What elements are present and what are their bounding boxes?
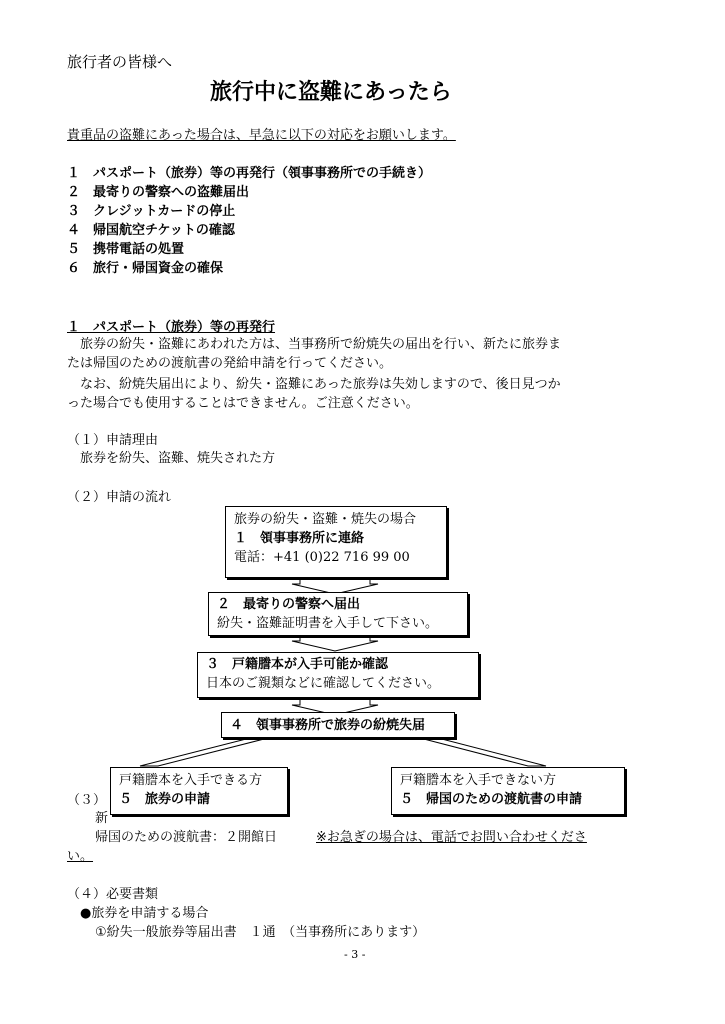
flow-box-family-register <box>197 652 479 698</box>
step-item-3: ３ クレジットカードの停止 <box>67 204 236 219</box>
flow-box2-line1: ２ 最寄りの警察へ届出 <box>217 597 361 612</box>
flow-box-travel-document-application <box>391 767 625 815</box>
intro-text: 貴重品の盗難にあった場合は、早急に以下の対応をお願いします。 <box>67 128 456 143</box>
flow-box5-line2: ５ 旅券の申請 <box>119 792 211 807</box>
sub3-urgent-note: ※お急ぎの場合は、電話でお問い合わせくださ <box>316 830 587 845</box>
flow-box6-line2: ５ 帰国のための渡航書の申請 <box>400 792 583 807</box>
flow-box3-line1: ３ 戸籍謄本が入手可能か確認 <box>206 657 389 672</box>
page-title: 旅行中に盗難にあったら <box>210 80 452 105</box>
section1-para1-line2: たは帰国のための渡航書の発給申請を行ってください。 <box>67 356 393 371</box>
section1-para2-line1: なお、紛焼失届出により、紛失・盗難にあった旅券は失効しますので、後日見つか <box>67 377 561 392</box>
step-item-1: １ パスポート（旅券）等の再発行（領事事務所での手続き） <box>67 166 432 181</box>
step-item-2: ２ 最寄りの警察への盗難届出 <box>67 185 250 200</box>
step-item-6: ６ 旅行・帰国資金の確保 <box>67 261 224 276</box>
step-item-4: ４ 帰国航空チケットの確認 <box>67 223 235 238</box>
sub4-item-1: ①紛失一般旅券等届出書 １通 （当事務所にあります） <box>95 925 426 940</box>
flow-box-loss-report <box>221 712 455 738</box>
sub4-heading: （４）必要書類 <box>67 887 159 902</box>
flow-box1-line3: 電話：+41 (0)22 716 99 00 <box>234 550 410 565</box>
flow-box6-line1: 戸籍謄本を入手できない方 <box>400 773 557 788</box>
sub3-partial-text: 新 <box>95 811 109 826</box>
flow-box4-line1: ４ 領事事務所で旅券の紛焼失届 <box>230 718 426 733</box>
flow-box5-line1: 戸籍謄本を入手できる方 <box>119 773 263 788</box>
sub1-heading: （１）申請理由 <box>67 433 159 448</box>
section1-para2-line2: った場合でも使用することはできません。ご注意ください。 <box>67 396 419 411</box>
flow-box-passport-application <box>110 767 288 815</box>
flow-box-contact-office <box>225 506 447 578</box>
page-number: - 3 - <box>344 948 366 961</box>
flow-box3-line2: 日本のご親類などに確認してください。 <box>206 676 441 691</box>
sub3-heading: （３） <box>67 793 107 808</box>
sub2-heading: （２）申請の流れ <box>67 490 172 505</box>
flow-box-police-report <box>208 592 468 636</box>
section1-heading: １ パスポート（旅券）等の再発行 <box>67 320 276 335</box>
sub3-urgent-note-end: い。 <box>67 849 94 864</box>
section1-para1-line1: 旅券の紛失・盗難にあわれた方は、当事務所で紛焼失の届出を行い、新たに旅券ま <box>67 337 562 352</box>
flow-box2-line2: 紛失・盗難証明書を入手して下さい。 <box>217 616 439 631</box>
sub1-body: 旅券を紛失、盗難、焼失された方 <box>67 451 276 466</box>
step-item-5: ５ 携帯電話の処置 <box>67 242 185 257</box>
sub3-travel-document-duration: 帰国のための渡航書：２開館日 <box>95 830 278 845</box>
flow-box1-line2: １ 領事事務所に連絡 <box>234 531 365 546</box>
greeting: 旅行者の皆様へ <box>67 53 173 71</box>
sub4-bullet: ●旅券を申請する場合 <box>80 906 209 921</box>
flow-box1-line1: 旅券の紛失・盗難・焼失の場合 <box>234 512 417 527</box>
